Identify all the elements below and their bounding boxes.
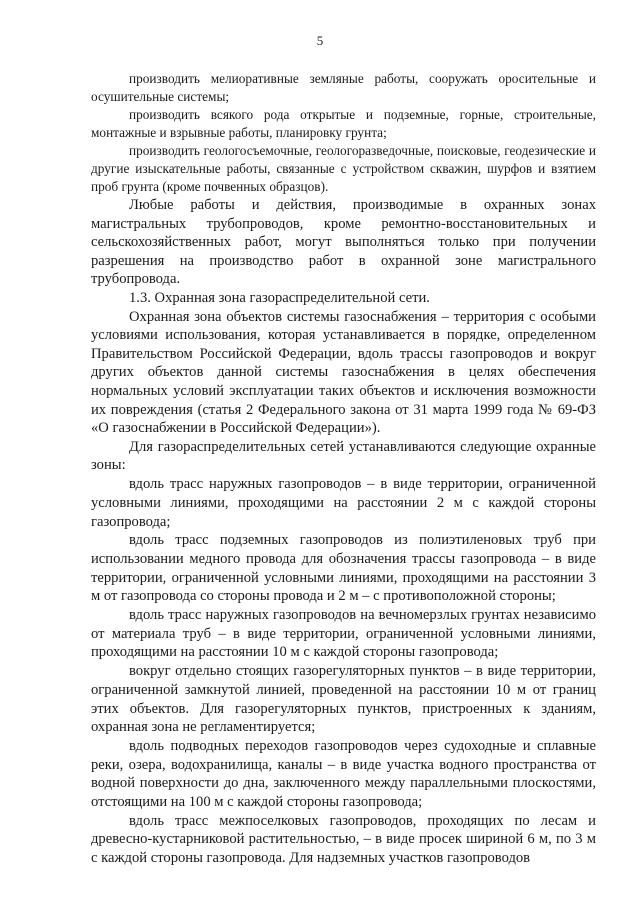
paragraph-1: производить мелиоративные земляные работы, сооружать оросительные и осушительные системы; [91, 71, 596, 104]
paragraph-11: вокруг отдельно стоящих газорегуляторных пунктов – в виде территории, ограниченной замкнутой линией, проведенной на расстоянии 10 м от границ этих объектов. Для газорегуляторных пунктов, пристроенных к зданиям, охранная зона не регламентируется; [91, 663, 596, 736]
paragraph-9: вдоль трасс подземных газопроводов из полиэтиленовых труб при использовании медного провода для обозначения трассы газопровода – в виде территории, ограниченной условными линиями, проходящими на расстоянии 3 м от газопровода со стороны провода и 2 м – с противоположной стороны; [91, 532, 596, 605]
paragraph-3: производить геологосъемочные, геологоразведочные, поисковые, геодезические и другие изыскательные работы, связанные с устройством скважин, шурфов и взятием проб грунта (кроме почвенных образцов). [91, 143, 596, 194]
page-number: 5 [316, 33, 324, 48]
paragraph-2: производить всякого рода открытые и подземные, горные, строительные, монтажные и взрывные работы, планировку грунта; [91, 107, 596, 140]
paragraph-10: вдоль трасс наружных газопроводов на вечномерзлых грунтах независимо от материала труб – в виде территории, ограниченной условными линиями, проходящими на расстоянии 10 м с каждой стороны газопровода; [91, 607, 596, 661]
section-heading: 1.3. Охранная зона газораспределительной сети. [129, 289, 430, 306]
document-body [91, 70, 596, 868]
paragraph-12: вдоль подводных переходов газопроводов через судоходные и сплавные реки, озера, водохранилища, каналы – в виде участка водного пространства от водной поверхности до дна, заключенного между параллельными плоскостями, отстоящими на 100 м с каждой стороны газопровода; [91, 737, 596, 811]
paragraph-7: Для газораспределительных сетей устанавливаются следующие охранные зоны: [91, 438, 596, 474]
paragraph-4: Любые работы и действия, производимые в охранных зонах магистральных трубопроводов, кроме ремонтно-восстановительных и сельскохозяйственных работ, могут выполняться только при получении разрешения на производство работ в охранной зоне магистрального трубопровода. [91, 197, 596, 288]
paragraph-8: вдоль трасс наружных газопроводов – в виде территории, ограниченной условными линиями, проходящими на расстоянии 2 м с каждой стороны газопровода; [91, 476, 596, 530]
paragraph-13: вдоль трасс межпоселковых газопроводов, проходящих по лесам и древесно-кустарниковой растительностью, – в виде просек шириной 6 м, по 3 м с каждой стороны газопровода. Для надземных участков газопроводов [91, 812, 596, 867]
paragraph-6: Охранная зона объектов системы газоснабжения – территория с особыми условиями использования, которая устанавливается в порядке, определенном Правительством Российской Федерации, вдоль трассы газопроводов и вокруг других объектов данной системы газоснабжения в целях обеспечения нормальных условий эксплуатации таких объектов и исключения возможности их повреждения (статья 2 Федерального закона от 31 марта 1999 года № 69-ФЗ «О газоснабжении в Российской Федерации»). [91, 308, 596, 437]
